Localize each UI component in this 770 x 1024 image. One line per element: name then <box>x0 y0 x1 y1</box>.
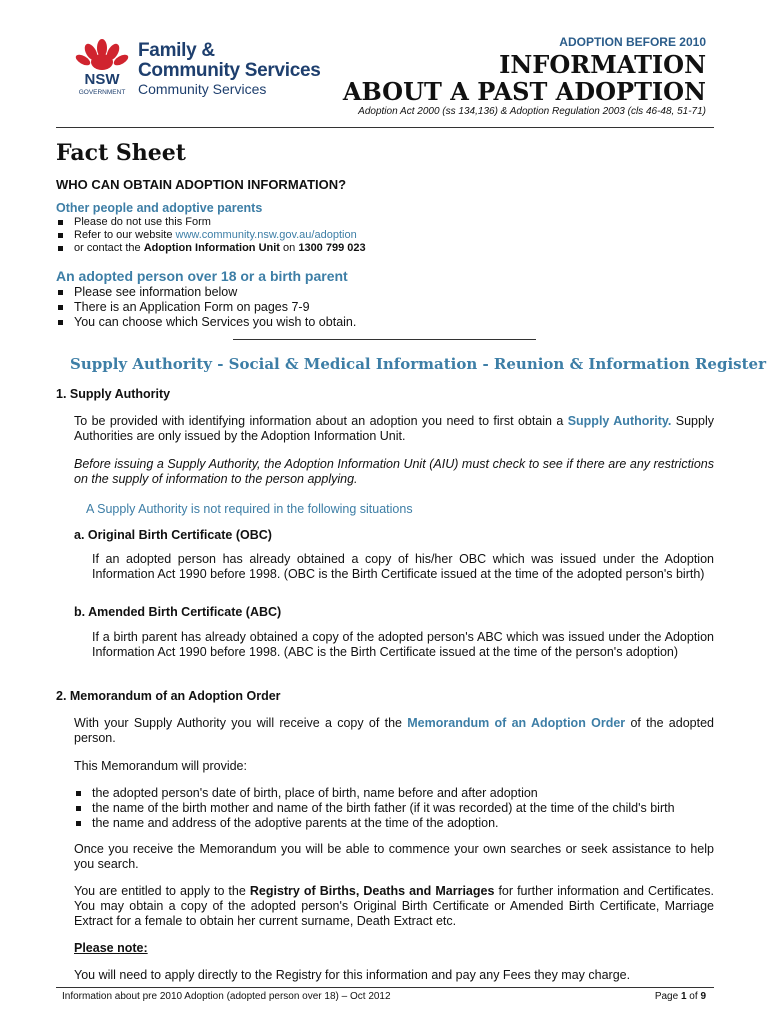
other-people-list <box>56 216 366 255</box>
svg-text:NSW: NSW <box>84 71 120 88</box>
adopted-person-list <box>56 285 356 330</box>
page-number: Page 1 of 9 <box>654 991 706 1002</box>
commence-search-paragraph: Once you receive the Memorandum you will be able to commence your own searches or seek assistance to help you search. <box>74 842 714 871</box>
logo-brand-line3: Community Services <box>138 81 267 97</box>
memorandum-link: Memorandum of an Adoption Order <box>407 716 626 730</box>
svg-text:GOVERNMENT: GOVERNMENT <box>78 89 126 96</box>
section-title: Supply Authority - Social & Medical Information - Reunion & Information Register <box>70 355 766 373</box>
other-people-heading: Other people and adoptive parents <box>56 201 263 215</box>
abc-heading: b. Amended Birth Certificate (ABC) <box>74 605 282 619</box>
list-item: There is an Application Form on pages 7-9 <box>56 300 356 315</box>
website-link[interactable]: www.community.nsw.gov.au/adoption <box>175 229 357 241</box>
list-item: the name and address of the adoptive parents at the time of the adoption. <box>74 816 675 831</box>
header-title-line2: ABOUT A PAST ADOPTION <box>342 77 706 106</box>
abc-paragraph: If a birth parent has already obtained a copy of the adopted person's ABC which was issued under the Adoption Information Act 1990 before 1998. (ABC is the Birth Certificate issued at the time of the person's adoption) <box>92 630 714 659</box>
header-subtitle: ADOPTION BEFORE 2010 <box>559 35 706 49</box>
list-item: or contact the Adoption Information Unit on 1300 799 023 <box>56 242 366 255</box>
registry-name: Registry of Births, Deaths and Marriages <box>249 884 495 898</box>
logo-brand-line1: Family & <box>138 40 215 61</box>
who-can-obtain-heading: WHO CAN OBTAIN ADOPTION INFORMATION? <box>56 177 347 192</box>
obc-paragraph: If an adopted person has already obtained a copy of his/her OBC which was issued under the Adoption Information Act 1990 before 1998. (OBC is the Birth Certificate issued at the time of the adopted person's birth) <box>92 552 714 581</box>
memorandum-heading: 2. Memorandum of an Adoption Order <box>56 689 281 703</box>
not-required-note: A Supply Authority is not required in the following situations <box>86 502 413 516</box>
waratah-icon <box>72 38 132 98</box>
header-divider <box>56 127 714 128</box>
adopted-person-heading: An adopted person over 18 or a birth parent <box>56 268 348 284</box>
footer-text: Information about pre 2010 Adoption (adopted person over 18) – Oct 2012 <box>62 991 391 1002</box>
logo-brand-line2: Community Services <box>138 60 321 81</box>
list-item: Refer to our website www.community.nsw.gov.au/adoption <box>56 229 366 242</box>
supply-authority-heading: 1. Supply Authority <box>56 387 171 401</box>
header-title-line1: INFORMATION <box>499 50 706 79</box>
registry-paragraph: You are entitled to apply to the Registry of Births, Deaths and Marriages for further information and Certificates. You may obtain a copy of the adopted person's Original Birth Certificate or Amended Birth Certificate, Marriage Extract for a female to obtain her current surname, Death Extract etc. <box>74 884 715 928</box>
memorandum-provides: This Memorandum will provide: <box>74 759 247 773</box>
header-act-reference: Adoption Act 2000 (ss 134,136) & Adoption Regulation 2003 (cls 46-48, 51-71) <box>358 106 706 117</box>
list-item: the adopted person's date of birth, place of birth, name before and after adoption <box>74 786 675 801</box>
list-item: the name of the birth mother and name of the birth father (if it was recorded) at the time of the child's birth <box>74 801 675 816</box>
phone-number: 1300 799 023 <box>298 242 366 254</box>
aiu-check-paragraph: Before issuing a Supply Authority, the Adoption Information Unit (AIU) must check to see if there are any restrictions on the supply of information to the person applying. <box>74 457 714 486</box>
supply-authority-paragraph: To be provided with identifying information about an adoption you need to first obtain a Supply Authority. Supply Authorities are only issued by the Adoption Information Unit. <box>74 414 714 443</box>
list-item: Please see information below <box>56 285 356 300</box>
obc-heading: a. Original Birth Certificate (OBC) <box>74 528 272 542</box>
supply-authority-link: Supply Authority. <box>567 414 672 428</box>
please-note-heading: Please note: <box>74 941 148 955</box>
list-item: You can choose which Services you wish to obtain. <box>56 315 356 330</box>
fact-sheet-heading: Fact Sheet <box>56 140 186 166</box>
section-divider <box>233 339 536 340</box>
registry-fees-paragraph: You will need to apply directly to the Registry for this information and pay any Fees they may charge. <box>74 968 631 982</box>
footer-divider <box>56 987 714 988</box>
memorandum-paragraph: With your Supply Authority you will receive a copy of the Memorandum of an Adoption Order of the adopted person. <box>74 716 714 745</box>
list-item: Please do not use this Form <box>56 216 366 229</box>
fcs-logo <box>72 38 322 98</box>
memorandum-list <box>74 786 675 831</box>
